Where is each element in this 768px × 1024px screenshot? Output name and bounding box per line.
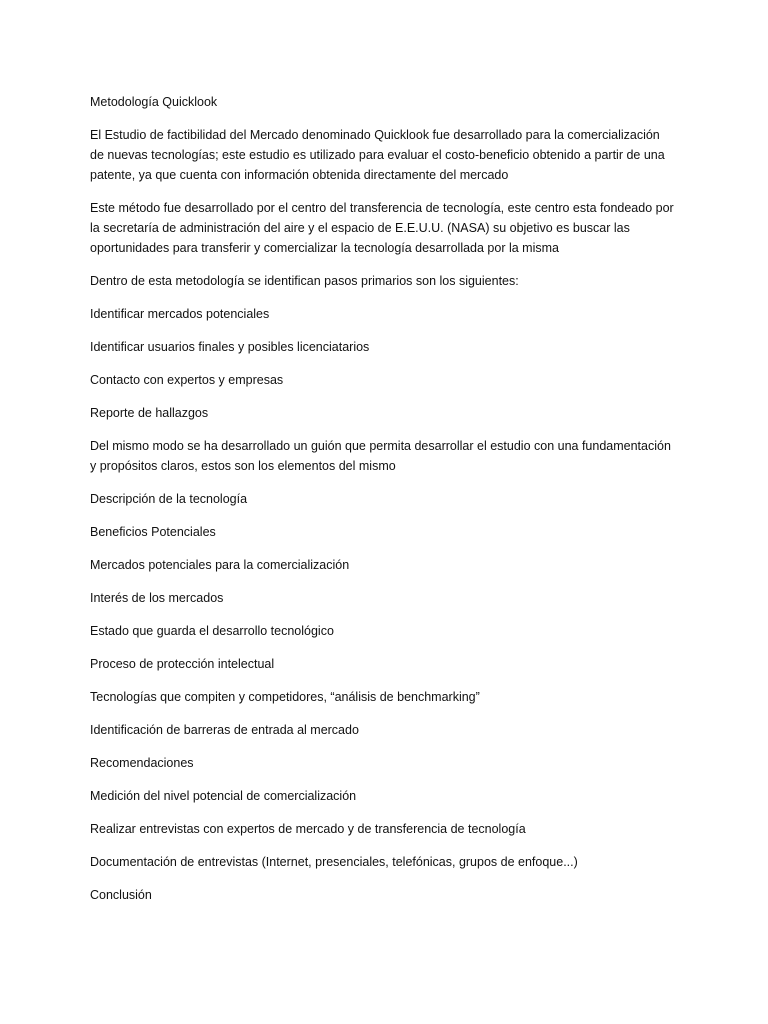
paragraph-steps-intro: Dentro de esta metodología se identifican pasos primarios son los siguientes: xyxy=(90,274,519,288)
list-item: Identificar mercados potenciales xyxy=(90,307,270,321)
paragraph-nasa: Este método fue desarrollado por el centro del transferencia de tecnología, este centro esta fondeado por la secretaría de administración del aire y el espacio de E.E.U.U. (NASA) su objetivo es buscar las oportunidades para transferir y comercializar la tecnología desarrollada por la misma xyxy=(90,201,674,255)
list-item: Identificar usuarios finales y posibles licenciatarios xyxy=(90,340,370,354)
list-item: Tecnologías que compiten y competidores, “análisis de benchmarking” xyxy=(90,690,480,704)
list-item: Recomendaciones xyxy=(90,756,194,770)
list-item: Beneficios Potenciales xyxy=(90,525,216,539)
list-item: Descripción de la tecnología xyxy=(90,492,248,506)
list-item: Identificación de barreras de entrada al mercado xyxy=(90,723,359,737)
paragraph-intro: El Estudio de factibilidad del Mercado denominado Quicklook fue desarrollado para la comercialización de nuevas tecnologías; este estudio es utilizado para evaluar el costo-beneficio obtenido a partir de una patente, ya que cuenta con información obtenida directamente del mercado xyxy=(90,128,665,182)
list-item: Mercados potenciales para la comercialización xyxy=(90,558,350,572)
list-item: Realizar entrevistas con expertos de mercado y de transferencia de tecnología xyxy=(90,822,526,836)
list-item: Medición del nivel potencial de comercialización xyxy=(90,789,357,803)
list-item: Contacto con expertos y empresas xyxy=(90,373,284,387)
list-item: Proceso de protección intelectual xyxy=(90,657,275,671)
list-item: Conclusión xyxy=(90,888,152,902)
list-item: Documentación de entrevistas (Internet, presenciales, telefónicas, grupos de enfoque...) xyxy=(90,855,578,869)
list-item: Reporte de hallazgos xyxy=(90,406,209,420)
paragraph-script: Del mismo modo se ha desarrollado un guión que permita desarrollar el estudio con una fundamentación y propósitos claros, estos son los elementos del mismo xyxy=(90,439,671,473)
list-item: Interés de los mercados xyxy=(90,591,224,605)
list-item: Estado que guarda el desarrollo tecnológico xyxy=(90,624,334,638)
document-title: Metodología Quicklook xyxy=(90,95,218,109)
